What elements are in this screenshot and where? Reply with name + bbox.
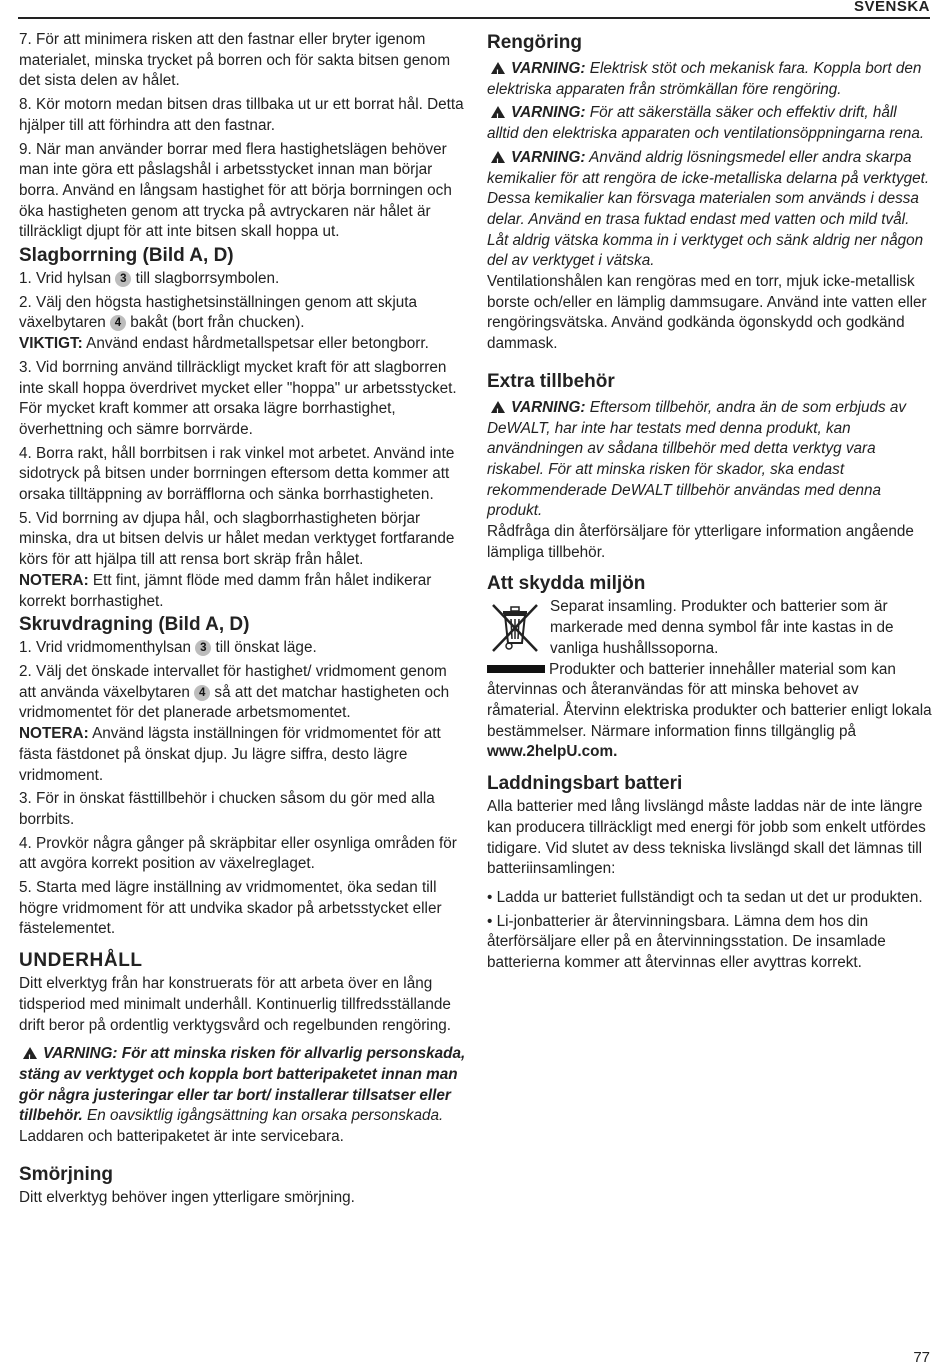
section-title-hammer-drilling: Slagborrning (Bild A, D) — [19, 245, 234, 267]
list-item: 3. För in önskat fästtillbehör i chucken såsom du gör med alla borrbits. — [19, 790, 435, 828]
list-item: • Ladda ur batteriet fullständigt och ta sedan ut det ur produkten. — [487, 888, 923, 906]
note: NOTERA: Använd lägsta inställningen för vridmomentet för att fästa fästdonet på önskat djup. Ju lägre siffra, desto lägre vridmoment. — [19, 725, 441, 784]
list-item: 4. Borra rakt, håll borrbitsen i rak vinkel mot arbetet. Använd inte sidotryck på bitsen under borrningen eftersom detta kommer att orsaka tilltäppning av borräfflorna och sänka borrhastigheten. — [19, 444, 455, 504]
left-column — [19, 30, 467, 1208]
support-url[interactable]: www.2helpU.com. — [487, 743, 618, 761]
section-title-environment: Att skydda miljön — [487, 573, 646, 595]
note: NOTERA: Ett fint, jämnt flöde med damm från hålet indikerar korrekt borrhastighet. — [19, 571, 432, 610]
collection-bar-icon — [487, 665, 545, 673]
section-title-screwdriving: Skruvdragning (Bild A, D) — [19, 614, 250, 636]
callout-badge: 3 — [115, 271, 131, 287]
cleaning-warning: !VARNING: För att säkerställa säker och effektiv drift, håll alltid den elektriska apparaten och ventilationsöppningarna rena. — [487, 103, 932, 144]
list-item: 2. Välj det önskade intervallet för hastighet/ vridmoment genom att använda växelbytaren 4 så att det matchar hastigheten och vridmomentet för det planerade arbetsmomentet. — [19, 662, 450, 722]
accessories-text: Rådfråga din återförsäljare för ytterligare information angående lämpliga tillbehör. — [487, 523, 914, 561]
callout-badge: 3 — [195, 640, 211, 656]
callout-badge: 4 — [194, 685, 210, 701]
warning-icon — [491, 62, 505, 74]
callout-badge: 4 — [110, 315, 126, 331]
list-item: 5. Starta med lägre inställning av vridmomentet, öka sedan till högre vridmoment för att undvika skador på arbetsstycket eller fästelementet. — [19, 879, 442, 938]
recycling-text: Produkter och batterier innehåller material som kan återvinnas och återanvändas för att minska behovet av råmaterial. Återvinn elektriska produkter och batterier enligt lokala bestämmelser. Närmare information finns tillgänglig på www.2helpU.com. — [487, 660, 932, 761]
header-rule — [18, 17, 930, 19]
section-title-maintenance: UNDERHÅLL — [19, 950, 143, 972]
accessories-warning: !VARNING: Eftersom tillbehör, andra än de som erbjuds av DeWALT, har inte har testats med denna produkt, kan användningen av sådana tillbehör med detta verktyg vara riskabel. För att minska risken för skador, ska endast rekommenderade DeWALT tillbehör användas med denna produkt. — [487, 398, 932, 522]
maintenance-warning: !VARNING: För att minska risken för allvarlig personskada, stäng av verktyget och koppla bort batteripaketet innan man gör några justeringar eller tar bort/ installerar tillsatser eller tillbehör. En oavsiktlig igångsättning kan orsaka personskada. — [19, 1044, 467, 1127]
cleaning-warning: !VARNING: Elektrisk stöt och mekanisk fara. Koppla bort den elektriska apparaten från strömkällan före rengöring. — [487, 59, 932, 100]
charger-text: Laddaren och batteripaketet är inte servicebara. — [19, 1128, 344, 1146]
maintenance-text: Ditt elverktyg från har konstruerats för att arbeta över en lång tidsperiod med minimalt underhåll. Kontinuerlig tillfredsställande drift beror på ordentlig verktygsvård och regelbunden rengöring. — [19, 975, 451, 1034]
list-item: 7. För att minimera risken att den fastnar eller bryter igenom materialet, minska trycket på borren och för sakta bitsen genom det sista delen av hålet. — [19, 31, 451, 90]
warning-icon — [491, 151, 505, 163]
crossed-bin-icon — [487, 599, 543, 655]
right-column — [487, 30, 932, 974]
section-title-cleaning: Rengöring — [487, 32, 582, 53]
list-item: 4. Provkör några gånger på skräpbitar eller osynliga områden för att avgöra korrekt position av växelreglaget. — [19, 834, 457, 873]
recycling-block — [487, 597, 932, 659]
list-item: 1. Vrid hylsan 3 till slagborrsymbolen. — [19, 270, 280, 288]
warning-icon — [23, 1047, 37, 1059]
list-item: • Li-jonbatterier är återvinningsbara. Lämna dem hos din återförsäljare eller på en återvinningsstation. De insamlade batterierna kommer att återvinnas eller avyttras korrekt. — [487, 912, 886, 972]
list-item: 3. Vid borrning använd tillräckligt mycket kraft för att slagborren inte skall hoppa överdrivet mycket eller "hoppa" ur arbetsstycket. För mycket kraft kommer att orsaka lägre borrhastighet, överhettning och sämre borrvärde. — [19, 358, 457, 438]
warning-icon — [491, 401, 505, 413]
section-title-battery: Laddningsbart batteri — [487, 773, 683, 795]
important-note: VIKTIGT: Använd endast hårdmetallspetsar eller betongborr. — [19, 335, 429, 353]
language-label: SVENSKA — [853, 0, 930, 15]
lubrication-text: Ditt elverktyg behöver ingen ytterligare smörjning. — [19, 1188, 355, 1206]
cleaning-warning: !VARNING: Använd aldrig lösningsmedel eller andra skarpa kemikalier för att rengöra de icke-metalliska delarna på verktyget. Dessa kemikalier kan försvaga materialen som används i dessa delar. Använd en trasa fuktad endast med vatten och mild tvål. Låt aldrig vätska komma in i verktyget och sänk aldrig ner någon del av verktyget i vätska. — [487, 148, 932, 272]
list-item: 8. Kör motorn medan bitsen dras tillbaka ut ur ett borrat hål. Detta hjälper till att förhindra att den fastnar. — [19, 96, 464, 134]
list-item: 5. Vid borrning av djupa hål, och slagborrhastigheten börjar minska, dra ut bitsen delvis ur hålet medan verktyget fortfarande körs för att hjälpa till att rensa bort skräp från hålet. — [19, 509, 455, 569]
list-item: 1. Vrid vridmomenthylsan 3 till önskat läge. — [19, 639, 317, 657]
list-item: 9. När man använder borrar med flera hastighetslägen behöver man inte göra ett påslagshål i arbetsstycket innan man börjar borra. Använd en långsam hastighet för att börja borrningen och öka hastigheten genom att trycka på avtryckaren när hålet är tillräckligt djupt för att inte bitsen skall hoppa ut. — [19, 140, 452, 241]
battery-text: Alla batterier med lång livslängd måste laddas när de inte längre kan producera tillräckligt med energi för jobb som enkelt utfördes tidigare. Vid slutet av dess tekniska livslängd skall det lämnas till batteriinsamlingen: — [487, 798, 926, 878]
cleaning-text: Ventilationshålen kan rengöras med en torr, mjuk icke-metallisk borste och/eller en lämplig dammsugare. Använd inte vatten eller rengöringsvätska. Använd godkända ögonskydd och godkänd dammask. — [487, 273, 927, 353]
warning-icon — [491, 106, 505, 118]
section-title-lubrication: Smörjning — [19, 1163, 113, 1185]
separate-collection-text: Separat insamling. Produkter och batterier som är markerade med denna symbol får inte kastas in de vanliga hushållssoporna. — [550, 598, 894, 657]
page-number: 77 — [913, 1349, 930, 1366]
section-title-accessories: Extra tillbehör — [487, 370, 615, 392]
list-item: 2. Välj den högsta hastighetsinställningen genom att skjuta växelbytaren 4 bakåt (bort från chucken). — [19, 293, 417, 332]
